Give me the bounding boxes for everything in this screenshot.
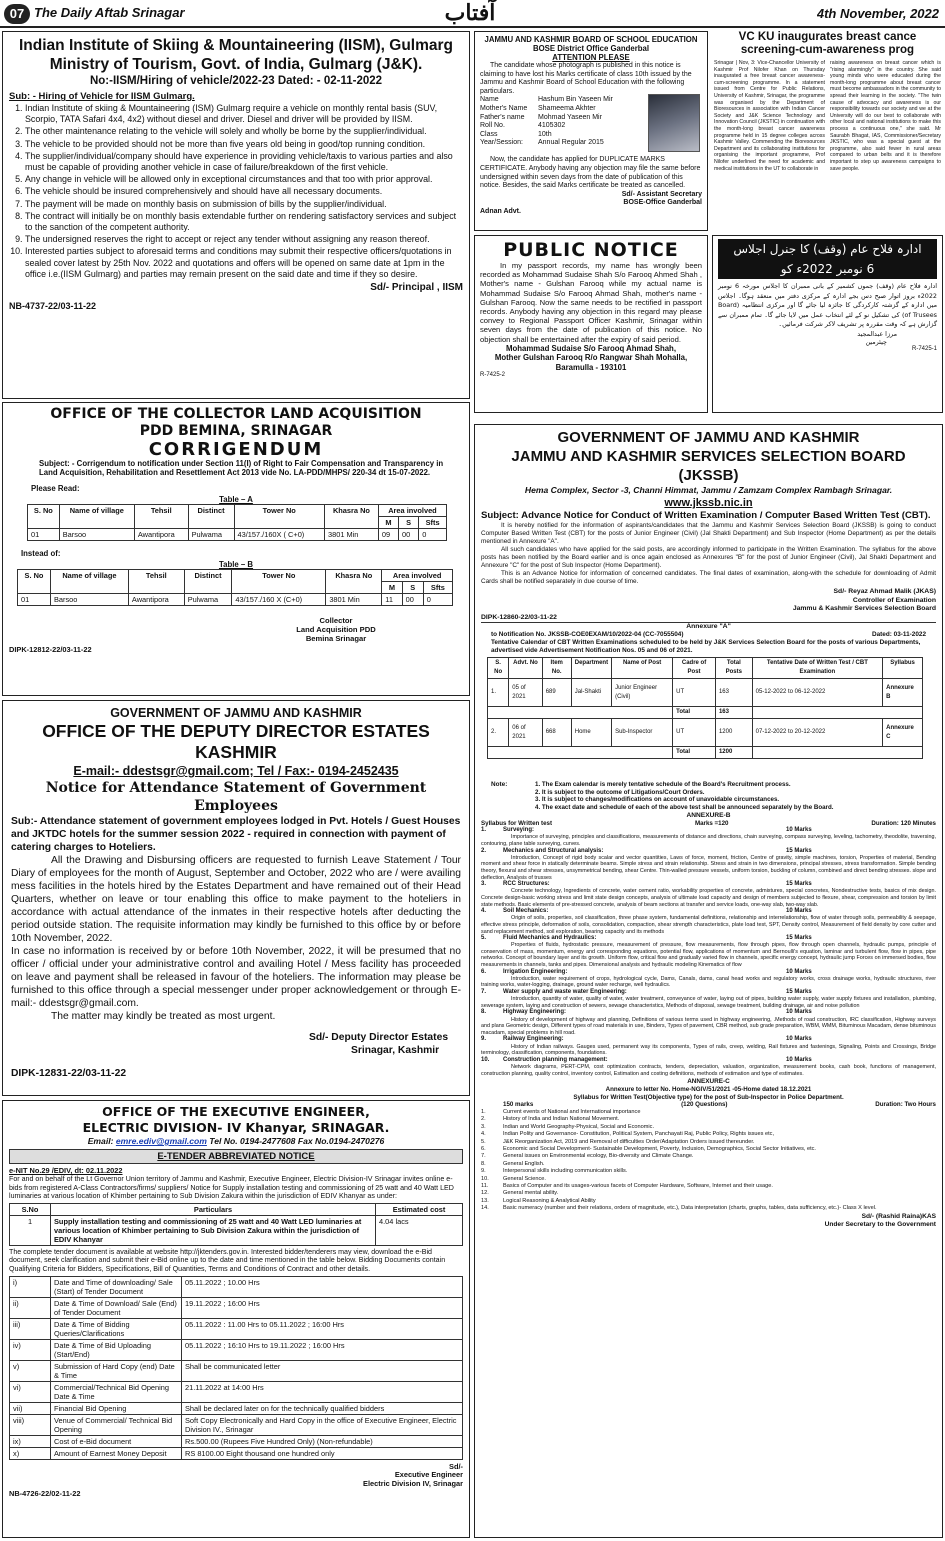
jkssb-code: DIPK-12860-22/03-11-22: [481, 614, 936, 623]
table-a: S. No Name of village Tehsil Distinct Tower No Khasra No Area involved M S Sfts 01 Barsoo Awantipora Pulwama 43/157./160X ( C+0) 3801 Min 09 00 0: [27, 504, 447, 541]
list-item: 4. The supplier/individual/company should have experience in providing vehicle/taxis to various parties and also must be capable of providing another vehicle in case of failure/breakdown of the first vehicle.: [25, 151, 463, 173]
iism-title: Indian Institute of Skiing & Mountaineering (IISM), Gulmarg: [19, 37, 453, 54]
list-item: 13. Logical Reasoning & Analytical Ability: [481, 1197, 596, 1204]
jkssb-website-link[interactable]: www.jkssb.nic.in: [664, 497, 753, 509]
list-item: 4. Indian Polity and Governance- Constitution, Political System, Panchayati Raj, Public Policy, Rights issues etc,: [481, 1131, 775, 1138]
list-item: 9. The undersigned reserves the right to accept or reject any tender without assigning any reason thereof.: [25, 234, 463, 245]
list-item: 8. General English.: [481, 1160, 545, 1167]
estates-sign2: Srinagar, Kashmir: [351, 1045, 440, 1056]
jkssb-gov-title: GOVERNMENT OF JAMMU AND KASHMIR: [557, 429, 860, 446]
syllabus-c-list: [481, 1109, 936, 1213]
bose-intro: The candidate whose photograph is published in this notice is claiming to have lost his Marks certificate of class 10th issued by the Jammu and Kashmir Board of School Education with the following particulars.: [480, 62, 692, 95]
list-item: 5. J&K Reorganization Act, 2019 and Removal of difficulties Order/Adaptation Orders issued thereunder.: [481, 1138, 755, 1145]
page-header: [0, 0, 945, 28]
collector-instead: Instead of:: [21, 548, 61, 558]
list-number: 11.: [481, 1183, 489, 1190]
vcku-col2: raising awareness on breast cancer which is "rising alarmingly" in the country. She said young minds who were educated during the month-long programme about breast cancer must become ambassadors in the community to spread their learning in the society. "The twin cause of advocacy and awareness is our responsibility towards our society and we at the University will do our best to collaborate with other local and national institutions to make this process a continuous one," she said. Mr Saurabh Bhagat, IAS, Commissioner/Secretary JKSTIC, who was a special guest at the programme, also said fewer in rural areas compared to urban belts and it is therefore important to step up awareness campaigns to save people.: [830, 60, 941, 172]
public-notice-code: R-7425-2: [480, 372, 506, 379]
estates-sign1: Sd/- Deputy Director Estates: [309, 1032, 449, 1043]
collector-title: OFFICE OF THE COLLECTOR LAND ACQUISITION: [50, 406, 422, 422]
syllabus-item: 7. Water supply and waste water Engineering: 15 Marks Introduction, quantity of water, quality of water, water treatment, conveyance of water, laying out of pipes, building water supply, water supply fixtures and installation, plumbing, sewerage system, laying and construction of sewers, sewage characteristics, Methods of disposal, sewage treatment, building drainage, air and noise pollution: [481, 989, 936, 1009]
list-number: 4.: [481, 1131, 486, 1138]
syllabus-item: 8. Highway Engineering: 10 Marks History of development of highway and planning, Definitions of various terms used in highway engineering, .Methods of road construction, IRC classification, Highway surveys and plans Geometric design, Different types of road materials in use, Binders, Types of pavement, CBR method, sub grade preparation, WBM, WMM, Bituminous Macadam, dense bituminous macadam, special problems in hill road.: [481, 1009, 936, 1036]
list-item: 7. General issues on Environmental ecology, Bio-diversity and Climate Change.: [481, 1153, 694, 1160]
table-row: vi) Commercial/Technical Bid Opening Date & Time 21.11.2022 at 14:00 Hrs: [10, 1381, 463, 1402]
syllabus-b-head: Syllabus for Written test Marks =120 Duration: 120 Minutes: [481, 819, 936, 827]
exam-calendar-table: S. No Advt. No Item No. Department Name of Post Cadre of Post Total Posts Tentative Date of Written Test / CBT Examination Syllabus 1. 05 of 2021 689 Jal-Shakti Junior Engineer (Civil) UT 163 05-12-2022 to 06-12-2022 Annexure B Total 163 2. 06 of 2021 668 Home Sub-Inspector UT 1200 07-12-2022 to 20-12-2022 Annexure C Total 1200: [487, 657, 923, 759]
exec-title: OFFICE OF THE EXECUTIVE ENGINEER,: [102, 1104, 370, 1119]
table-row: Total 163: [488, 707, 923, 719]
collector-sign: Collector Land Acquisition PDD Bemina Srinagar: [296, 615, 376, 643]
public-notice-sign1: Mohammad Sudaise S/o Farooq Ahmad Shah,: [506, 343, 676, 353]
estates-code: DIPK-12831-22/03-11-22: [11, 1068, 127, 1079]
table-row: 1. 05 of 2021 689 Jal-Shakti Junior Engineer (Civil) UT 163 05-12-2022 to 06-12-2022 Annexure B: [488, 679, 923, 707]
exec-code: NB-4726-22/02-11-22: [9, 1488, 81, 1498]
exec-work-table: S.No Particulars Estimated cost 1 Supply installation testing and commissioning of 25 watt and 40 Watt LED luminaries at various location of Khimber pertaining to Sub Division Zakura within the jurisdiction of EDIV Khanyar 4.04 lacs: [9, 1203, 463, 1246]
iism-ref: No:-IISM/Hiring of vehicle/2022-23 Dated: - 02-11-2022: [89, 75, 383, 87]
issue-date: 4th November, 2022: [816, 6, 939, 21]
list-item: 11. Basics of Computer and its usages-various facets of Computer Hardware, Software, Internet and their usage.: [481, 1183, 773, 1190]
list-number: 7.: [481, 1153, 486, 1160]
urdu-notice: [712, 235, 943, 413]
jkssb-title: JAMMU AND KASHMIR SERVICES SELECTION BOARD (JKSSB): [511, 448, 906, 484]
table-row: ix) Cost of e-Bid document Rs.500.00 (Rupees Five Hundred Only) (Non-refundable): [10, 1435, 463, 1447]
syllabus-b-list: [481, 827, 936, 1077]
list-number: 13.: [481, 1197, 489, 1204]
public-notice-sign3: Baramulla - 193101: [555, 362, 627, 372]
iism-points: [9, 103, 463, 280]
list-number: 14.: [481, 1205, 489, 1212]
list-item: 5. Any change in vehicle will be allowed only in exceptional circumstances and that too with prior approval.: [25, 174, 463, 185]
syllabus-c-head: Syllabus for Written Test(Objective type) for the post of Sub-Inspector in Police Department.: [573, 1093, 844, 1101]
list-item: 1. Indian Institute of skiing & Mountaineering (ISM) Gulmarg require a vehicle on monthly rental basis (SUV, Scorpio, TATA Safari 4x4, 4x2) without diesel and driver. Diesel and driver will be provided by IISM.: [25, 103, 463, 125]
table-a-title: Table – A: [219, 494, 253, 504]
jkssb-para3: This is an Advance Notice for information of concerned candidates. The final dates of examination, along-with the schedule for downloading of Admit Cards shall be notified separately in due course of time.: [481, 570, 936, 585]
list-item: 2. The other maintenance relating to the vehicle will solely and wholly be borne by the supplier/individual.: [25, 126, 463, 137]
corrigendum-title: CORRIGENDUM: [148, 439, 324, 460]
urdu-sign1: مرزا عبدالمجید: [857, 329, 897, 338]
page-number: 07: [4, 4, 30, 24]
list-number: 5.: [481, 1138, 486, 1145]
table-row: Total 1200: [488, 747, 923, 759]
exec-schedule-table: [9, 1276, 463, 1460]
jkssb-subject: Subject: Advance Notice for Conduct of Written Examination / Computer Based Written Test (CBT).: [481, 510, 931, 521]
estates-para3: The matter may kindly be treated as most urgent.: [51, 1011, 276, 1022]
table-row: 01 Barsoo Awantipora Pulwama 43/157./160X ( C+0) 3801 Min 09 00 0: [28, 528, 447, 540]
syllabus-item: 9. Railway Engineering: 10 Marks History of Indian railways. Gauges used, permanent way its components, Types of rails, creep, welding, Rail fixtures and fastenings, Signaling, Points and Crossings, Bridge terminology, classification, components, foundations.: [481, 1036, 936, 1057]
syllabus-item: 4. Soil Mechanics: 10 Marks Origin of soils, properties, soil classification, three phase system, fundamental definitions, relationship and interrelationship, flow of water through soils, permeability & seepage, effective stress principle, deformation of soils, consolidation, compaction, shear strength characteristics, plate load test, SPT, Density control, Measurement of field density by core cutter and sand replacement method, soil exploration, bearing capacity and its methods: [481, 908, 936, 935]
exec-subtitle: ELECTRIC DIVISION- IV Khanyar, SRINAGAR.: [82, 1120, 390, 1135]
jkssb-notice: [474, 424, 943, 1538]
syllabus-item: 5. Fluid Mechanics and Hydraulics: 15 Marks Properties of fluids, hydrostatic pressure, measurement of pressure, flow measurements, flow through pipes, flow through open channels, hydraulic pumps, principle of conservation of mass, momentum, energy and corresponding equations, potential flow, applications of momentum and Bernoulli's equation, laminar and turbulent flow, flow in pipes, pipe networks. Concept of boundary layer and its growth. Uniform flow, critical flow and gradually varied flow in channels, specific energy concept, hydraulic jump Forces on immersed bodies, flow measurements in channels, tanks and pipes. Dimensional analysis and hydraulic modeling Kinematics of flow: [481, 935, 936, 969]
table-b: S. No Name of village Tehsil Distinct Tower No Khasra No Area involved M S Sfts 01 Barsoo Awantipora Pulwama 43/157./160 X (C+0) 3801 Min 11 00 0: [17, 569, 453, 606]
bose-notice: [474, 31, 708, 231]
collector-notice: [2, 402, 470, 696]
bose-code: Adnan Advt.: [480, 207, 521, 215]
etender-title: E-TENDER ABBREVIATED NOTICE: [9, 1149, 463, 1164]
annexure-c-title: ANNEXURE-C: [687, 1078, 730, 1086]
collector-read: Please Read:: [31, 483, 80, 493]
table-b-title: Table – B: [218, 559, 254, 569]
list-number: 8.: [481, 1160, 486, 1167]
exec-intro: For and on behalf of the Lt Governor Union territory of Jammu and Kashmir, Executive Engineer, Electric Division-IV Srinagar invites online e-bids from registered A-Class Contractors/firms/ suppliers/ Notice for Supply installation testing and commissioning of 25 watt and 40 Watt LED luminaries at various location of Khimber pertaining to Sub Division Zakura within the jurisdiction of EDIV Khanyar as under:: [9, 1175, 454, 1201]
list-item: 12. General mental ability.: [481, 1190, 559, 1197]
list-item: 8. The contract will initially be on monthly basis extendable further on rendering satisfactory services and subject to the sanction of the competent authority.: [25, 211, 463, 233]
collector-subject: Subject: - Corrigendum to notification under Section 11(I) of Right to Fair Compensation and Transparency in Land Acquisition, Rehabilitation and Resettlement Act 2013 vide No. LA-PDD/MHPS/ 220-34 dt 15-07-2022.: [39, 459, 444, 478]
urdu-date: 6 نومبر 2022ء کو: [718, 259, 937, 279]
syllabus-item: 6. Irrigation Engineering: 10 Marks Introduction, water requirement of crops, hydrological cycle, Dams, Canals, dams, canal head works and regulatory works, cross drainage works, hydraulic structures, river training works, water-logging, drainage, ground water recharge, well hydraulics.: [481, 968, 936, 989]
annexure-b-title: ANNEXURE-B: [686, 811, 731, 819]
list-item: 10. General Science.: [481, 1175, 546, 1182]
iism-sign: Sd/- Principal , IISM: [370, 282, 463, 294]
list-number: 12.: [481, 1190, 489, 1197]
estates-notice-title: Notice for Attendance Statement of Government Employees: [45, 780, 427, 814]
jkssb-para2: All such candidates who have applied for the said posts, are accordingly informed to participate in the Written Examination. The syllabus for the above posts has been notified by the Board earlier and is once again enclosed as Annexures "B" for the post of Junior Engineer (Civil), Jal Shakti Department and Annexure "C" for the post of Sub Inspector (Home Department).: [481, 546, 936, 569]
urdu-code: R-7425-1: [911, 345, 937, 352]
estates-para1: All the Drawing and Disbursing officers are requested to furnish Leave Statement / Tour Diary of employees for the month of August, September and October, 2022 who are / were availing mess facilities in the hotels hired by the Estates Department and have remained out of their Head Quarters, whether on leave or tour enabling this office to make payment to the hoteliers in accordance with actual attendance of the inmates in their respective hotels after deducting the period outside station. The requisite information may kindly be furnished to this office by or before 10th November, 2022.: [11, 855, 461, 944]
jkssb-para1: It is hereby notified for the information of aspirants/candidates that the Jammu and Kashmir Services Selection Board (JKSSB) is going to conduct Computer Based Written Test (CBT) for the posts of Junior Engineer (Civil) (Jal Shakti Department) and Sub Inspector (Home Department) as per the details mentioned in Annexure "A".: [481, 522, 936, 545]
list-number: 2.: [481, 1116, 486, 1123]
jkssb-sign: Sd/- Reyaz Ahmad Malik (JKAS) Controller of Examination Jammu & Kashmir Services Selection Board: [792, 588, 936, 613]
table-row: i) Date and Time of downloading/ Sale (Start) of Tender Document 05.11.2022 ; 10.00 Hrs: [10, 1276, 463, 1297]
jkssb-address: Hema Complex, Sector -3, Channi Himmat, Jammu / Zamzam Complex Rambagh Srinagar.: [524, 485, 893, 495]
table-row: 2. 06 of 2021 668 Home Sub-Inspector UT 1200 07-12-2022 to 20-12-2022 Annexure C: [488, 719, 923, 747]
syllabus-item: 10. Construction planning management: 10 Marks Network diagrams, PERT-CPM, cost optimization contracts, tenders, depreciation, valuation, organization, measurement books, cash book, functions of management, construction planning, quality control, inventory control, Estimation and costing definitions, methods of estimation and type of estimates.: [481, 1056, 936, 1077]
exec-nit: e-NIT No.29 /EDIV, dt: 02.11.2022: [9, 1166, 123, 1175]
list-number: 10.: [481, 1175, 489, 1182]
syllabus-item: 1. Surveying: 10 Marks Importance of surveying, principles and classifications, measurements of distance and directions, chain surveying, compass surveying, leveling, tachometry, theodolite, traversing, contouring, plane table surveying, curves.: [481, 827, 936, 847]
bose-title: JAMMU AND KASHMIR BOARD OF SCHOOL EDUCATION: [484, 35, 698, 44]
syllabus-item: 3. RCC Structures: 15 Marks Concrete technology, Ingredients of concrete, water cement ratio, workability properties of concrete, admixtures, special concretes, Nondestructive tests, basics of mix design. Concrete design-basic working stress and limit state design concepts, analysis of ultimate load capacity and design of members subjected to flexure, shear, compression and torsion by limit state methods. Basic elements of pre-stressed concrete, analysis of beam sections at transfer and service loads, one-way slab, two-way slab.: [481, 881, 936, 908]
paper-name: The Daily Aftab Srinagar: [34, 5, 185, 20]
table-row: iv) Date & Time of Bid Uploading (Start/End) 05.11.2022 ; 16:10 Hrs to 19.11.2022 ; 16:00 Hrs: [10, 1339, 463, 1360]
iism-subject: Sub: - Hiring of Vehicle for IISM Gulmarg.: [9, 91, 195, 102]
iism-subtitle: Ministry of Tourism, Govt. of India, Gulmarg (J&K).: [49, 56, 423, 73]
public-notice: [474, 235, 708, 413]
iism-code: NB-4737-22/03-11-22: [9, 301, 97, 312]
bose-subtitle: BOSE District Office Ganderbal: [532, 44, 650, 53]
table-row: ii) Date & Time of Download/ Sale (End) of Tender Document 19.11.2022 ; 16:00 Hrs: [10, 1297, 463, 1318]
estates-para2: In case no information is received by or before 10th November, 2022, it will be presumed that no officer / official under your administrative control and availing Hotel / Mess facility has proceeded on leave and payment shall be released in favour of the hoteliers. The information may please be furnished to this office through a special messenger under proper acknowledgement or through E-mail:- ddestsgr@gmail.com.: [11, 946, 461, 1009]
vcku-title: VC KU inaugurates breast cance screening-cum-awareness prog: [738, 31, 917, 56]
table-row: 01 Barsoo Awantipora Pulwama 43/157./160 X (C+0) 3801 Min 11 00 0: [18, 593, 453, 605]
vcku-col1: Srinagar | Nov, 3: Vice-Chancellor University of Kashmir Prof Nilofer Khan on Thursday inaugurated a free breast cancer awareness-cum-screening programme. In a statement issued from Centre for Public Relations, University of Kashmir, Srinagar, the programme was organised by the Department of Bioresources in association with Indian Cancer Society and J&K Science Technology and Innovation Council (JKSTIC) in continuation with the month-long breast cancer awareness programme held in 15 degree colleges across Kashmir Valley. Commending the Bioresources Department and its collaborating institutions for organising the important programme, Prof Nilofer underlined the need for academic and medical institutions in the UT to collaborate in: [714, 60, 826, 172]
urdu-body: ادارہ فلاح عام (وقف) جموں کشمیر کے بانی ممبران کا اجلاس مورخہ 6 نومبر 2022ء بروز اتوار صبح دس بجے ادارہ کے مرکزی دفتر میں منعقد ہوگا۔ اجلاس میں ادارہ کے گزشتہ کارکردگی کا جائزہ لیا جائے گا اور مرکزی انتظامیہ (Board of Trusees) کی تشکیل نو کے لئے انتخاب عمل میں لایا جائے گا۔ تمام ممبران سے گزارش ہے کہ وقت مقررہ پر تشریف لاکر شرکت فرمائیں۔: [718, 282, 938, 329]
exec-contact: Email: emre.ediv@gmail.com Tel No. 0194-2477608 Fax No.0194-2470276: [87, 1136, 385, 1146]
candidate-photo: [648, 94, 700, 152]
annexure-a-ref: to Notification No. JKSSB-COE0EXAM/10/2022-04 (CC-7055504) Dated: 03-11-2022: [491, 631, 926, 639]
list-item: 7. The payment will be made on monthly basis on submission of bills by the supplier/individual.: [25, 199, 463, 210]
table-row: 1 Supply installation testing and commissioning of 25 watt and 40 Watt LED luminaries at various location of Khimber pertaining to Sub Division Zakura within the jurisdiction of EDIV Khanyar 4.04 lacs: [10, 1215, 463, 1245]
public-notice-body: In my passport records, my name has wrongly been recorded as Mohammad Sudaise Shah S/o Farooq Ahmed Shah , Mother's name - Gulshan Farooq while my actual name is Mohammad Sudaise S/o Farooq Ahmad Shah, mother's name - Gulshan Farooq. Now the same needs to be rectified in passport records. Anybody having any objection in this regard may please convey to Regional Passport Officer Kashmir, Srinagar within seven days from the date of publication of this notice. No objection shall be entertained after the expiry of said period.: [480, 261, 702, 344]
list-number: 3.: [481, 1123, 486, 1130]
public-notice-title: PUBLIC NOTICE: [503, 239, 679, 261]
jkssb-sign-2: Sd/- (Rashid Raina)KAS Under Secretary to the Government: [824, 1212, 936, 1228]
public-notice-sign2: Mother Gulshan Farooq R/o Rangwar Shah Mohalla,: [494, 353, 688, 363]
table-row: iii) Date & Time of Bidding Queries/Clarifications 05.11.2022 : 11.00 Hrs to 05.11.2022 ; 16:00 Hrs: [10, 1318, 463, 1339]
list-item: 3. The vehicle to be provided should not be more than five years old being in good/top running condition.: [25, 139, 463, 150]
estates-contact: E-mail:- ddestsgr@gmail.com; Tel / Fax:- 0194-2452435: [73, 764, 399, 778]
iism-notice: [2, 31, 470, 399]
exec-email-link[interactable]: emre.ediv@gmail.com: [115, 1136, 207, 1146]
estates-gov-title: GOVERNMENT OF JAMMU AND KASHMIR: [110, 706, 362, 720]
table-row: viii) Venue of Commercial/ Technical Bid Opening Soft Copy Electronically and Hard Copy in the office of Executive Engineer, Electric Division IV., Srinagar: [10, 1414, 463, 1435]
annexure-a-desc: Tentative Calendar of CBT Written Examinations scheduled to be held by J&K Services Selection Board for the posts of various Departments, advertised vide Advertisement Notification Nos. 05 and 06 of 2021.: [491, 639, 921, 655]
list-number: 9.: [481, 1168, 486, 1175]
collector-code: DIPK-12812-22/03-11-22: [9, 644, 92, 654]
annexure-a-title: Annexure "A": [686, 622, 731, 630]
bose-fields: Name Hashum Bin Yaseen Mir Mother's Name Shameema Akhter Father's name Mohmad Yaseen Mir Roll No. 4105302 Class 10th Year/Session: Annual Regular 2015: [480, 96, 613, 147]
list-number: 1.: [481, 1109, 486, 1115]
bose-office: BOSE-Office Ganderbal: [623, 199, 702, 207]
exec-mid: The complete tender document is available at website http://jktenders.gov.in. Interested bidder/tenderers may view, download the e-Bid document, seek clarification and submit their e-Bid online up to the date and time mentioned in the table below. Bidding Documents contain Qualifying Criteria for Bidders, Specifications, Bill of Quantities, Terms and Conditions of Contract and other details.: [9, 1247, 446, 1273]
list-item: 14. Basic numeracy (number and their relations, orders of magnitude, etc.), Data interpretation (charts, graphs, tables, data sufficiency, etc.)- Class X level.: [481, 1205, 877, 1212]
estates-notice: [2, 700, 470, 1096]
list-item: 1. Current events of National and International importance: [481, 1109, 641, 1115]
vcku-news: [712, 31, 943, 231]
urdu-title: ادارہ فلاح عام (وقف) کا جنرل اجلاس: [718, 239, 937, 259]
annexure-c-ref: Annexure to letter No. Home-NGIV/51/2021 -05-Home dated 18.12.2021: [605, 1086, 812, 1094]
table-row: vii) Financial Bid Opening Shall be declared later on for the technically qualified bidders: [10, 1402, 463, 1414]
bose-sign: Sd/- Assistant Secretary: [621, 190, 702, 198]
list-item: 10. Interested parties subject to aforesaid terms and conditions may submit their respective officers/quotations in sealed cover latest by 25th Nov. 2022 and quotations and offers will be opened on same date at 1pm in the office i.e.(IISM Gulmarg) and parties may remain present on the said date and time if they so desire.: [25, 246, 463, 280]
list-item: 9. Interpersonal skills including communication skills.: [481, 1168, 628, 1175]
collector-subtitle: PDD BEMINA, SRINAGAR: [139, 423, 333, 439]
masthead-logo: آفتاب: [444, 0, 496, 26]
exec-engineer-notice: [2, 1100, 470, 1538]
list-number: 6.: [481, 1146, 486, 1153]
syllabus-c-meta: 150 marks (120 Questions) Duration: Two Hours: [503, 1101, 936, 1109]
exec-sign: Sd/- Executive Engineer Electric Division IV, Srinagar: [363, 1461, 463, 1489]
estates-subject: Sub:- Attendance statement of government employees lodged in Pvt. Hotels / Guest Houses and JKTDC hotels for the summer session 2022 - required in connection with payment of catering charges to Hoteliers.: [11, 816, 461, 853]
list-item: 3. Indian and World Geography-Physical, Social and Economic.: [481, 1123, 655, 1130]
estates-office-title: OFFICE OF THE DEPUTY DIRECTOR ESTATES KASHMIR: [42, 721, 430, 762]
table-row: v) Submission of Hard Copy (end) Date & Time Shall be communicated letter: [10, 1360, 463, 1381]
table-row: x) Amount of Earnest Money Deposit RS 8100.00 Eight thousand one hundred only: [10, 1447, 463, 1459]
urdu-sign2: چیئرمین: [865, 337, 887, 346]
calendar-notes: Note: 1. The Exam calendar is merely tentative schedule of the Board's Recruitment process. 2. It is subject to the outcome of Litigations/Court Orders. 3. It is subject to changes/modifications on account of unavoidable circumstances. 4. The exact date and schedule of each of the above test shall be announced separately by the Board.: [491, 781, 834, 811]
list-item: 2. History of India and Indian National Movement.: [481, 1116, 620, 1123]
list-item: 6. Economic and Social Development- Sustainable Development, Poverty, Inclusion, Demographics, Social Sector Initiatives, etc.: [481, 1146, 816, 1153]
bose-body: Now, the candidate has applied for DUPLICATE MARKS CERTIFICATE. Anybody having any objection may file the same before undersigned within seven days from the date of publication of this notice. Besides, the said Marks certificate be treated as cancelled.: [480, 156, 701, 190]
list-item: 6. The vehicle should be insured comprehensively and should have all necessary documents.: [25, 186, 463, 197]
syllabus-item: 2. Mechanics and Structural analysis: 15 Marks Introduction, Concept of rigid body scalar and vector quantities, Laws of force, moment, friction, Centre of gravity, simple machines, torsion, Properties of material, Bending moment and shear force in statically determinate beams. Simple stress and strain relationship. Stress and strain in two dimensions, principal stresses, stress transformation. Simple bending theory, flexural and shear stresses, unsymmetrical bending, shear Centre. Thin-walled pressure vessels, uniform torsion, buckling of column, combined and direct bending stresses. slope and deflection, Analysis of trusses: [481, 847, 936, 881]
bose-attention: ATTENTION PLEASE: [552, 53, 630, 62]
